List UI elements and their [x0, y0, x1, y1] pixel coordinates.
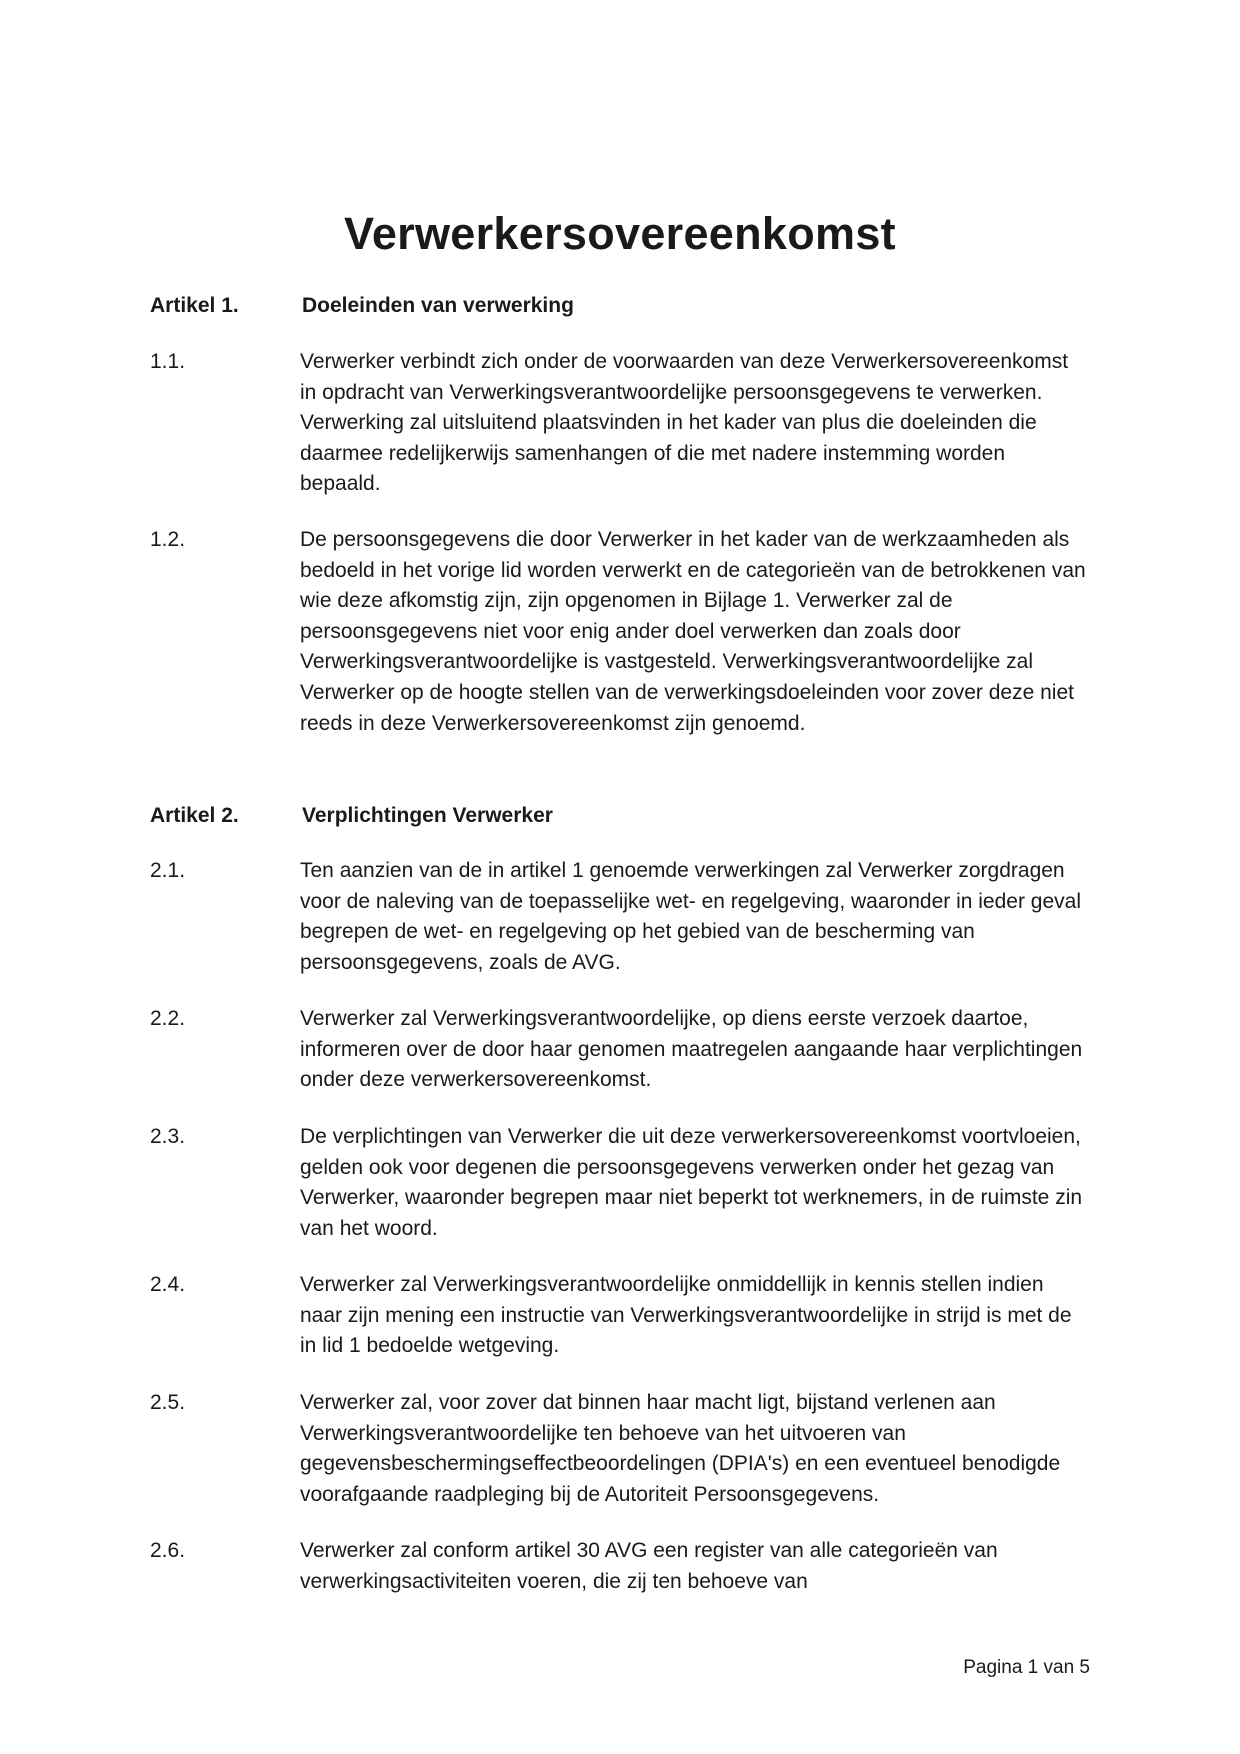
clause-number: 2.6. [150, 1539, 186, 1562]
clause-2-6 [150, 1536, 1090, 1597]
clause-number: 2.2. [150, 1007, 186, 1030]
article-number: Artikel 1. [150, 294, 239, 317]
clause-2-3 [150, 1122, 1090, 1244]
document-title: Verwerkersovereenkomst [344, 208, 896, 259]
page-number-footer: Pagina 1 van 5 [963, 1657, 1090, 1678]
clause-text: Ten aanzien van de in artikel 1 genoemde verwerkingen zal Verwerker zorgdragen voor de naleving van de toepasselijke wet- en regelgeving, waaronder in ieder geval begrepen de wet- en regelgeving op het gebied van de bescherming van persoonsgegevens, zoals de AVG. [300, 859, 1081, 974]
clause-text: De persoonsgegevens die door Verwerker in het kader van de werkzaamheden als bedoeld in het vorige lid worden verwerkt en de categorieën van de betrokkenen van wie deze afkomstig zijn, zijn opgenomen in Bijlage 1. Verwerker zal de persoonsgegevens niet voor enig ander doel verwerken dan zoals door Verwerkingsverantwoordelijke is vastgesteld. Verwerkingsverantwoordelijke zal Verwerker op de hoogte stellen van de verwerkingsdoeleinden voor zover deze niet reeds in deze Verwerkersovereenkomst zijn genoemd. [300, 528, 1086, 735]
article-number: Artikel 2. [150, 804, 239, 827]
article-title: Doeleinden van verwerking [302, 294, 574, 317]
clause-2-2 [150, 1004, 1090, 1096]
clause-2-5 [150, 1388, 1090, 1510]
article-1-heading [150, 292, 574, 320]
clause-text: Verwerker zal, voor zover dat binnen haar macht ligt, bijstand verlenen aan Verwerkingsverantwoordelijke ten behoeve van het uitvoeren van gegevensbeschermingseffectbeoordelingen (DPIA's) en een eventueel benodigde voorafgaande raadpleging bij de Autoriteit Persoonsgegevens. [300, 1391, 1061, 1506]
article-2-heading [150, 802, 553, 830]
clause-text: De verplichtingen van Verwerker die uit deze verwerkersovereenkomst voortvloeien, gelden ook voor degenen die persoonsgegevens verwerken onder het gezag van Verwerker, waaronder begrepen maar niet beperkt tot werknemers, in de ruimste zin van het woord. [300, 1125, 1083, 1240]
clause-number: 1.2. [150, 528, 186, 551]
clause-1-1 [150, 347, 1090, 500]
clause-text: Verwerker zal conform artikel 30 AVG een register van alle categorieën van verwerkingsactiviteiten voeren, die zij ten behoeve van [300, 1539, 998, 1593]
article-title: Verplichtingen Verwerker [302, 804, 553, 827]
clause-number: 2.4. [150, 1273, 186, 1296]
clause-text: Verwerker zal Verwerkingsverantwoordelijke onmiddellijk in kennis stellen indien naar zijn mening een instructie van Verwerkingsverantwoordelijke in strijd is met de in lid 1 bedoelde wetgeving. [300, 1273, 1072, 1358]
clause-number: 1.1. [150, 350, 186, 373]
clause-text: Verwerker verbindt zich onder de voorwaarden van deze Verwerkersovereenkomst in opdracht van Verwerkingsverantwoordelijke persoonsgegevens te verwerken. Verwerking zal uitsluitend plaatsvinden in het kader van plus die doeleinden die daarmee redelijkerwijs samenhangen of die met nadere instemming worden bepaald. [300, 350, 1069, 496]
clause-2-1 [150, 856, 1090, 978]
clause-number: 2.5. [150, 1391, 186, 1414]
clause-1-2 [150, 525, 1090, 739]
clause-text: Verwerker zal Verwerkingsverantwoordelijke, op diens eerste verzoek daartoe, informeren over de door haar genomen maatregelen aangaande haar verplichtingen onder deze verwerkersovereenkomst. [300, 1007, 1083, 1092]
clause-2-4 [150, 1270, 1090, 1362]
clause-number: 2.3. [150, 1125, 186, 1148]
clause-number: 2.1. [150, 859, 186, 882]
